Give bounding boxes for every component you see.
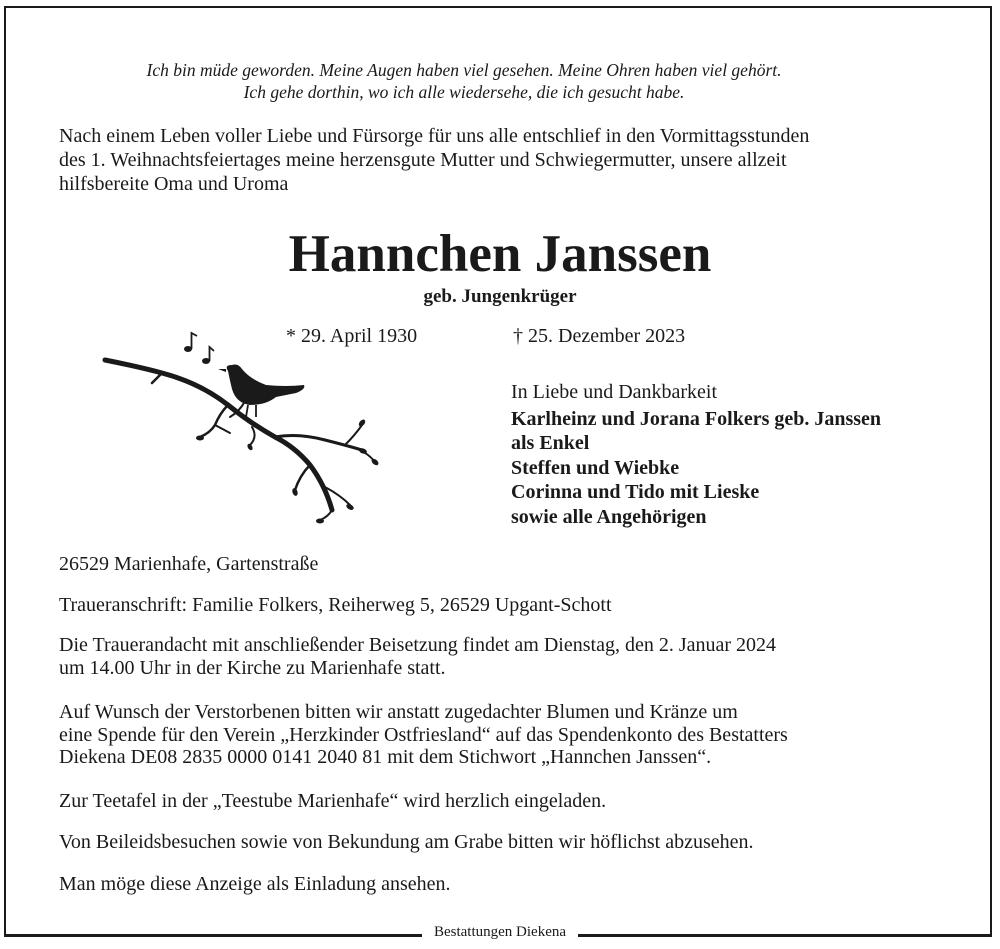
service-info [59,634,776,679]
intro-text [59,124,959,196]
tea-invitation: Zur Teetafel in der „Teestube Marienhafe“ wird herzlich eingeladen. [59,790,607,812]
intro-line: des 1. Weihnachtsfeiertages meine herzensgute Mutter und Schwiegermutter, unsere allzeit [59,149,787,171]
service-line: um 14.00 Uhr in der Kirche zu Marienhafe statt. [59,656,446,679]
quote-line-1: Ich bin müde geworden. Meine Augen haben viel gesehen. Meine Ohren haben viel gehört. [146,60,782,80]
funeral-home-label: Bestattungen Diekena [422,924,578,940]
funeral-home-footer [0,920,1000,944]
music-notes-icon [184,333,214,364]
birth-date: * 29. April 1930 [286,325,418,347]
donation-line: eine Spende für den Verein „Herzkinder Ostfriesland“ auf das Spendenkonto des Bestatters [59,723,788,746]
mourners-block [511,380,881,529]
invitation-note: Man möge diese Anzeige als Einladung ansehen. [59,873,451,895]
mourner-name: Karlheinz und Jorana Folkers geb. Janssen [511,407,882,430]
mourner-name: Corinna und Tido mit Lieske [511,481,760,503]
mourner-name: als Enkel [511,432,590,454]
intro-line: hilfsbereite Oma und Uroma [59,173,289,195]
death-date: † 25. Dezember 2023 [513,325,686,347]
mourning-address: Traueranschrift: Familie Folkers, Reiherweg 5, 26529 Upgant-Schott [59,594,612,616]
donation-info [59,701,788,769]
donation-line: Diekena DE08 2835 0000 0141 2040 81 mit dem Stichwort „Hannchen Janssen“. [59,746,712,768]
bird-on-branch-icon [100,325,390,535]
mourner-name: sowie alle Angehörigen [511,505,707,528]
intro-line: Nach einem Leben voller Liebe und Fürsorge für uns alle entschlief in den Vormittagsstunden [59,125,810,147]
condolence-request: Von Beileidsbesuchen sowie von Bekundung am Grabe bitten wir höflichst abzusehen. [59,831,754,853]
service-line: Die Trauerandacht mit anschließender Beisetzung findet am Dienstag, den 2. Januar 2024 [59,634,777,656]
deceased-name: Hannchen Janssen [288,225,712,283]
donation-line: Auf Wunsch der Verstorbenen bitten wir anstatt zugedachter Blumen und Kränze um [59,701,738,723]
residence-address: 26529 Marienhafe, Gartenstraße [59,553,319,575]
mourners-lead: In Liebe und Dankbarkeit [511,381,718,403]
mourner-name: Steffen und Wiebke [511,456,680,479]
birth-name: geb. Jungenkrüger [423,286,577,307]
quote-line-2: Ich gehe dorthin, wo ich alle wiedersehe, die ich gesucht habe. [243,82,685,102]
